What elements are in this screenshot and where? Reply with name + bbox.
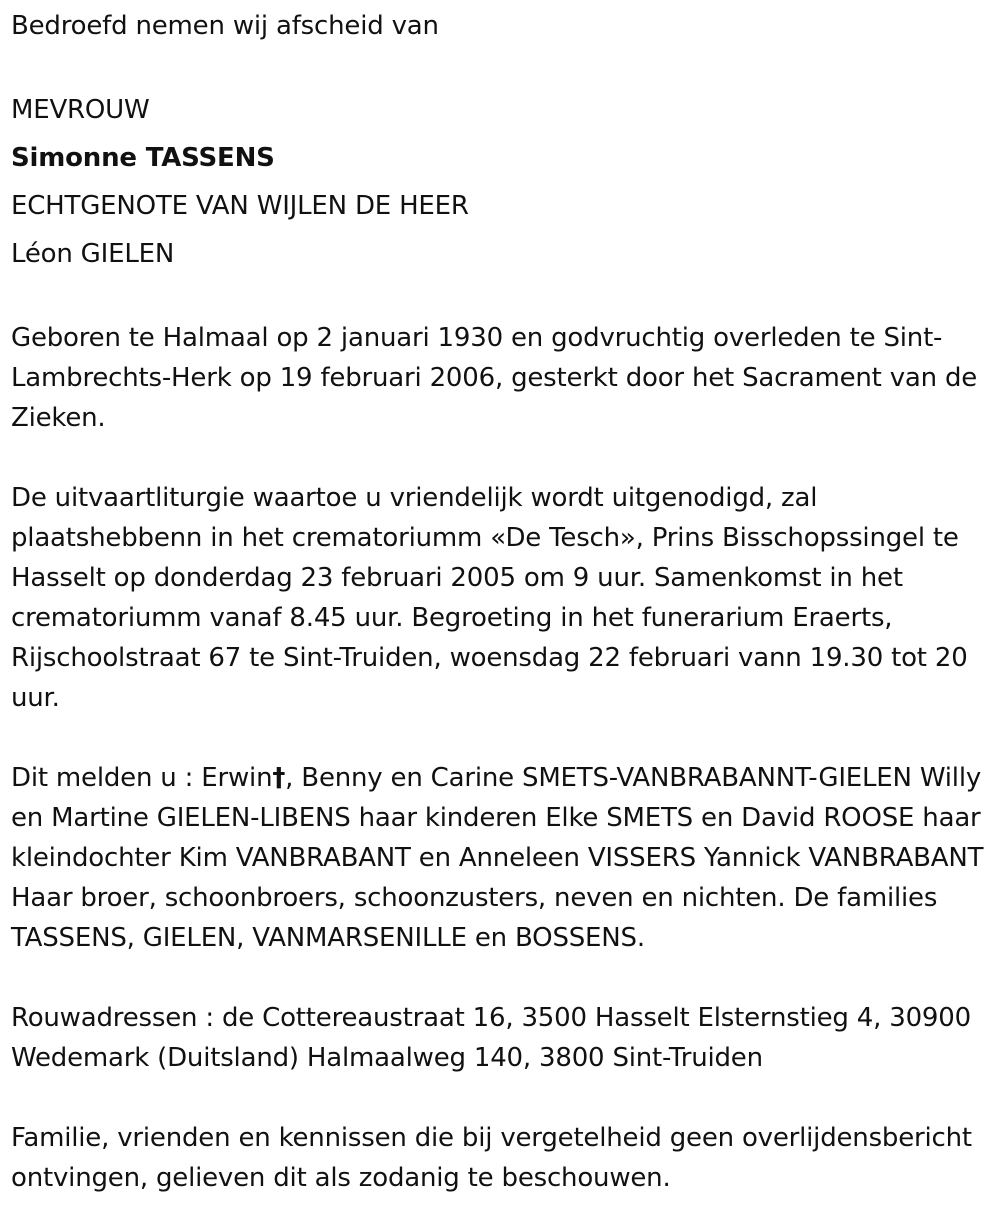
spacer [11,718,992,758]
family-rest: , Benny en Carine SMETS-VANBRABANNT-GIELEN Willy en Martine GIELEN-LIBENS haar kinderen Elke SMETS en David ROOSE haar kleindochter Kim VANBRABANT en Anneleen VISSERS Yannick VANBRABANT Haar broer, schoonbroers, schoonzusters, neven en nichten. De families TASSENS, GIELEN, VANMARSENILLE en BOSSENS. [11,763,984,953]
funeral-paragraph: De uitvaartliturgie waartoe u vriendelijk wordt uitgenodigd, zal plaatshebbenn in het crematoriumm «De Tesch», Prins Bisschopssingel te Hasselt op donderdag 23 februari 2005 om 9 uur. Samenkomst in het crematoriumm vanaf 8.45 uur. Begroeting in het funerarium Eraerts, Rijschoolstraat 67 te Sint-Truiden, woensdag 22 februari vann 19.30 tot 20 uur. [11,483,968,713]
deceased-name: Simonne TASSENS [11,143,275,173]
cross-icon: † [272,763,286,793]
spacer [11,958,992,998]
spacer [11,46,992,86]
family-paragraph [11,758,992,958]
spouse-prefix: ECHTGENOTE VAN WIJLEN DE HEER [11,191,469,221]
birth-death-paragraph: Geboren te Halmaal op 2 januari 1930 en godvruchtig overleden te Sint-Lambrechts-Herk op 19 februari 2006, gesterkt door het Sacrament van de Zieken. [11,323,978,433]
salutation: MEVROUW [11,95,150,125]
addresses-paragraph: Rouwadressen : de Cottereaustraat 16, 3500 Hasselt Elsternstieg 4, 30900 Wedemark (Duitsland) Halmaalweg 140, 3800 Sint-Truiden [11,1003,971,1073]
spouse-name: Léon GIELEN [11,239,175,269]
spacer [11,438,992,478]
spacer [11,1078,992,1118]
intro-text: Bedroefd nemen wij afscheid van [11,11,439,41]
closing-paragraph: Familie, vrienden en kennissen die bij vergetelheid geen overlijdensbericht ontvingen, gelieven dit als zodanig te beschouwen. [11,1123,972,1193]
family-intro: Dit melden u : Erwin [11,763,273,793]
spacer [11,278,992,318]
